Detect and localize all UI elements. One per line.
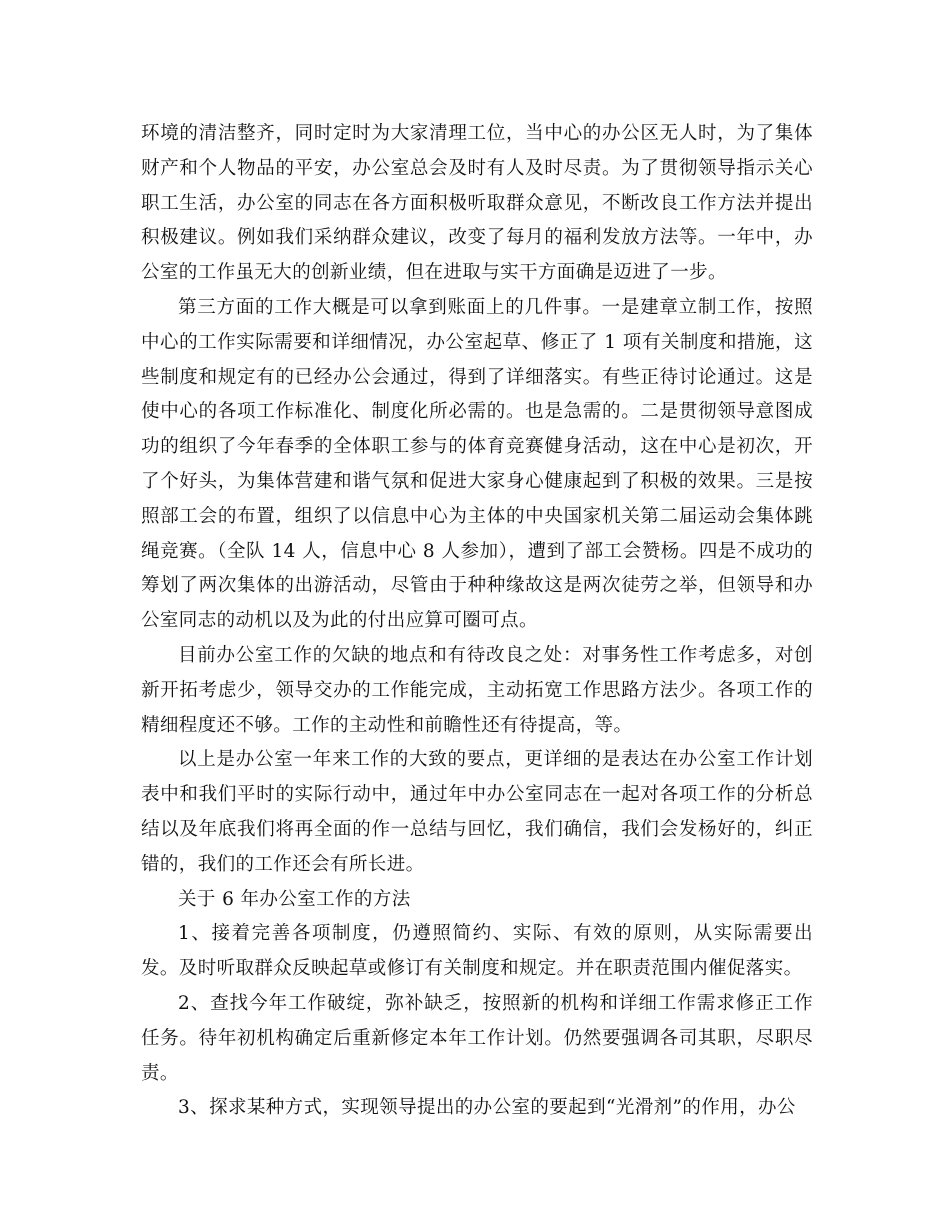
section-heading-work-methods: 关于 6 年办公室工作的方法 bbox=[178, 888, 411, 910]
paragraph-summary: 以上是办公室一年来工作的大致的要点，更详细的是表达在办公室工作计划表中和我们平时的实际行动中，通过年中办公室同志在一起对各项工作的分析总结以及年底我们将再全面的作一总结与回忆，我们确信，我们会发杨好的，纠正错的，我们的工作还会有所长进。 bbox=[141, 749, 813, 875]
list-item-3: 3、探求某种方式，实现领导提出的办公室的要起到“光滑剂”的作用，办公 bbox=[178, 1097, 796, 1119]
paragraph-third-aspect: 第三方面的工作大概是可以拿到账面上的几件事。一是建章立制工作，按照中心的工作实际需要和详细情况，办公室起草、修正了 1 项有关制度和措施，这些制度和规定有的已经办公会通过，得到了详细落实。有些正待讨论通过。这是使中心的各项工作标准化、制度化所必需的。也是急需的。二是贯彻领导意图成功的组织了今年春季的全体职工参与的体育竞赛健身活动，这在中心是初次，开了个好头，为集体营建和谐气氛和促进大家身心健康起到了积极的效果。三是按照部工会的布置，组织了以信息中心为主体的中央国家机关第二届运动会集体跳绳竞赛。（全队 14 人，信息中心 8 人参加），遭到了部工会赞杨。四是不成功的筹划了两次集体的出游活动，尽管由于种种缘故这是两次徒劳之举，但领导和办公室同志的动机以及为此的付出应算可圈可点。 bbox=[141, 296, 813, 632]
document-body bbox=[141, 117, 813, 1126]
paragraph-shortcomings: 目前办公室工作的欠缺的地点和有待改良之处：对事务性工作考虑多，对创新开拓考虑少，领导交办的工作能完成，主动拓宽工作思路方法少。各项工作的精细程度还不够。工作的主动性和前瞻性还有待提高，等。 bbox=[141, 644, 813, 736]
paragraph-office-services: 环境的清洁整齐，同时定时为大家清理工位，当中心的办公区无人时，为了集体财产和个人物品的平安，办公室总会及时有人及时尽责。为了贯彻领导指示关心职工生活，办公室的同志在各方面积极听取群众意见，不断改良工作方法并提出积极建议。例如我们采纳群众建议，改变了每月的福利发放方法等。一年中，办公室的工作虽无大的创新业绩，但在进取与实干方面确是迈进了一步。 bbox=[141, 123, 813, 284]
list-item-1: 1、接着完善各项制度，仍遵照简约、实际、有效的原则，从实际需要出发。及时听取群众反映起草或修订有关制度和规定。并在职责范围内催促落实。 bbox=[141, 923, 813, 980]
list-item-2: 2、查找今年工作破绽，弥补缺乏，按照新的机构和详细工作需求修正工作任务。待年初机构确定后重新修定本年工作计划。仍然要强调各司其职，尽职尽责。 bbox=[141, 992, 813, 1084]
